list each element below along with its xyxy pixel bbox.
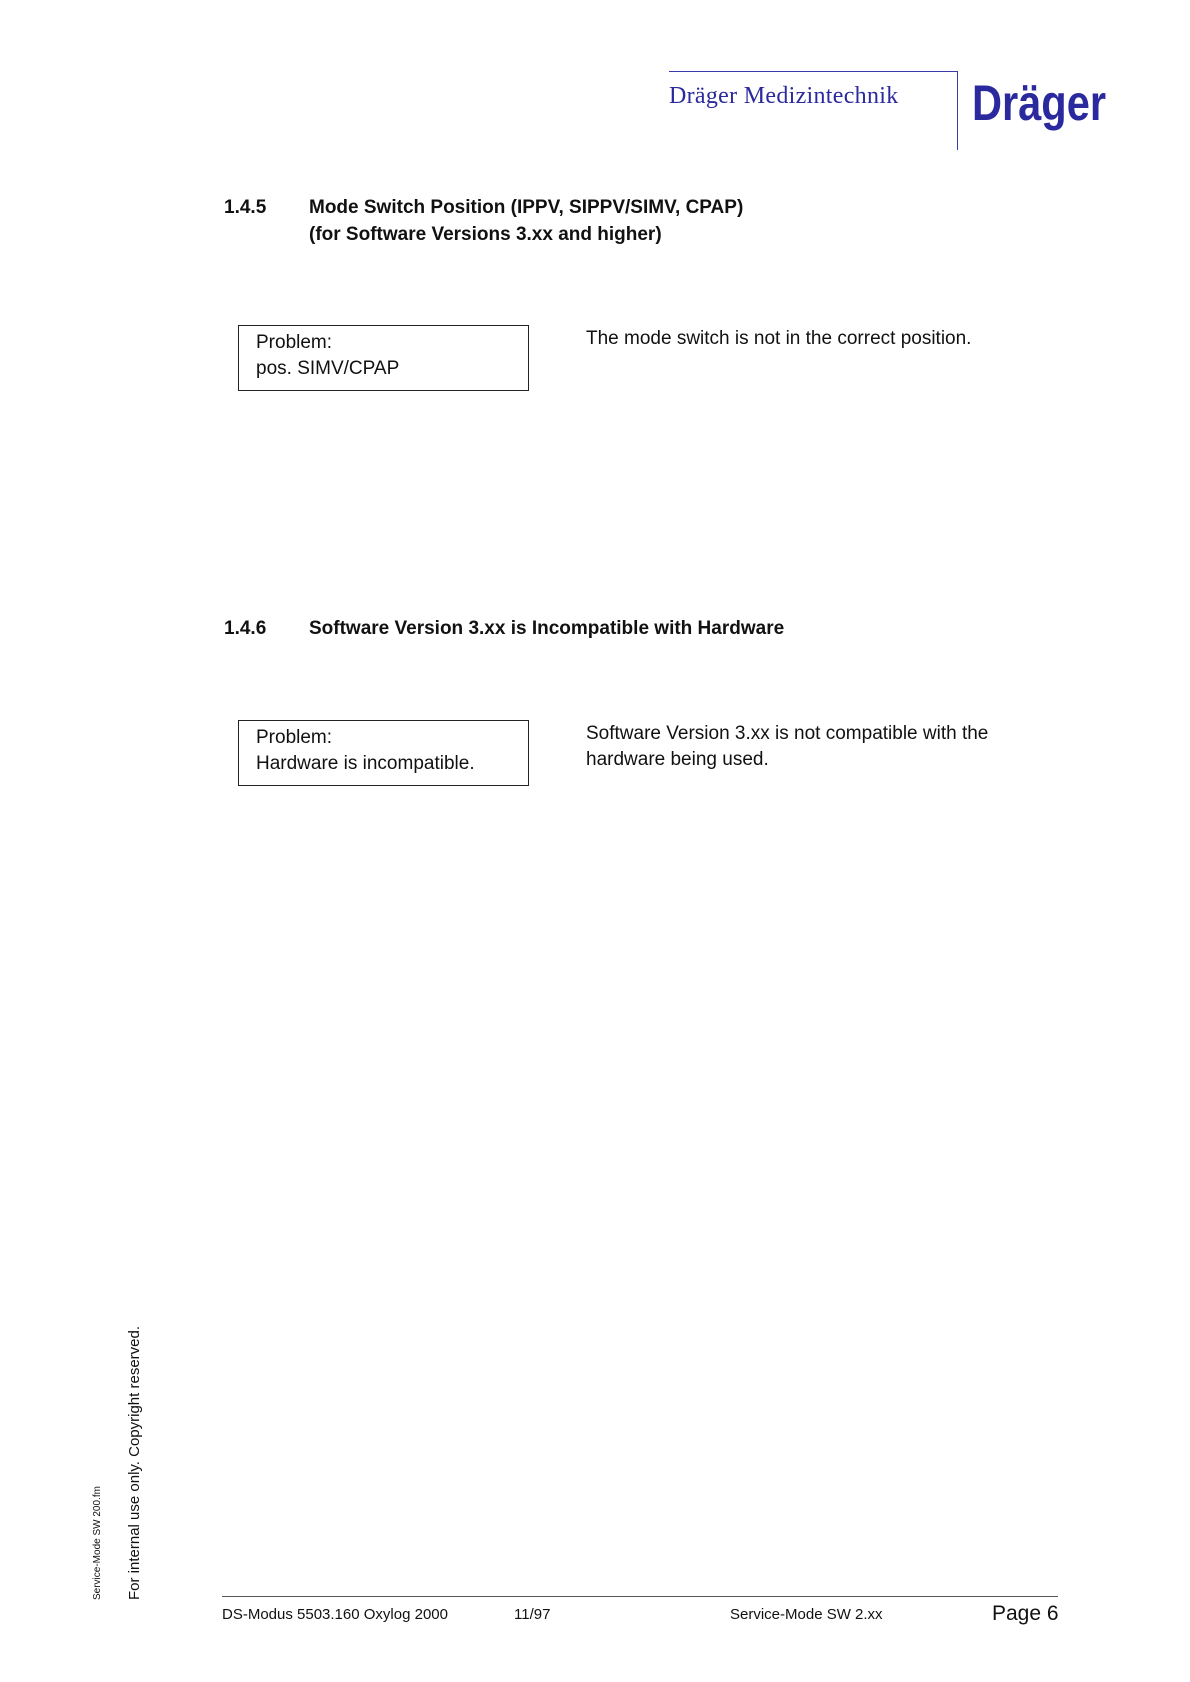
section-number: 1.4.5 — [224, 197, 267, 218]
footer-date: 11/97 — [514, 1606, 551, 1623]
footer-doc-id: DS-Modus 5503.160 Oxylog 2000 — [222, 1606, 448, 1623]
problem-label: Problem: — [256, 727, 333, 748]
brand-name: Dräger Medizintechnik — [669, 83, 899, 109]
problem-box-mode-switch — [238, 325, 529, 391]
problem-box-hardware — [238, 720, 529, 786]
section-title — [309, 615, 784, 642]
explanation-line1: The mode switch is not in the correct position. — [586, 328, 972, 349]
section-heading-1-4-6 — [224, 615, 784, 642]
side-file-name: Service-Mode SW 200.fm — [92, 1486, 103, 1600]
explanation-line2: hardware being used. — [586, 749, 769, 770]
explanation-hardware — [586, 721, 1046, 773]
drager-logo — [970, 72, 1110, 132]
section-number: 1.4.6 — [224, 618, 267, 639]
explanation-mode-switch — [586, 326, 1046, 352]
section-title-line2: (for Software Versions 3.xx and higher) — [309, 224, 662, 245]
header-rule-vertical — [957, 71, 958, 150]
side-copyright: For internal use only. Copyright reserved. — [126, 1325, 143, 1600]
section-title-line1: Mode Switch Position (IPPV, SIPPV/SIMV, CPAP) — [309, 197, 744, 218]
logo-wordmark: Dräger — [972, 75, 1106, 131]
section-heading-1-4-5 — [224, 194, 743, 248]
problem-text: Hardware is incompatible. — [256, 753, 475, 774]
explanation-line1: Software Version 3.xx is not compatible with the — [586, 723, 989, 744]
footer-mode: Service-Mode SW 2.xx — [730, 1606, 883, 1623]
header-rule-top — [669, 71, 958, 72]
problem-text: pos. SIMV/CPAP — [256, 358, 400, 379]
footer-page-number: Page 6 — [992, 1602, 1059, 1625]
section-title — [309, 194, 743, 248]
footer-rule — [222, 1596, 1058, 1597]
section-title-line1: Software Version 3.xx is Incompatible with Hardware — [309, 618, 785, 639]
problem-label: Problem: — [256, 332, 333, 353]
